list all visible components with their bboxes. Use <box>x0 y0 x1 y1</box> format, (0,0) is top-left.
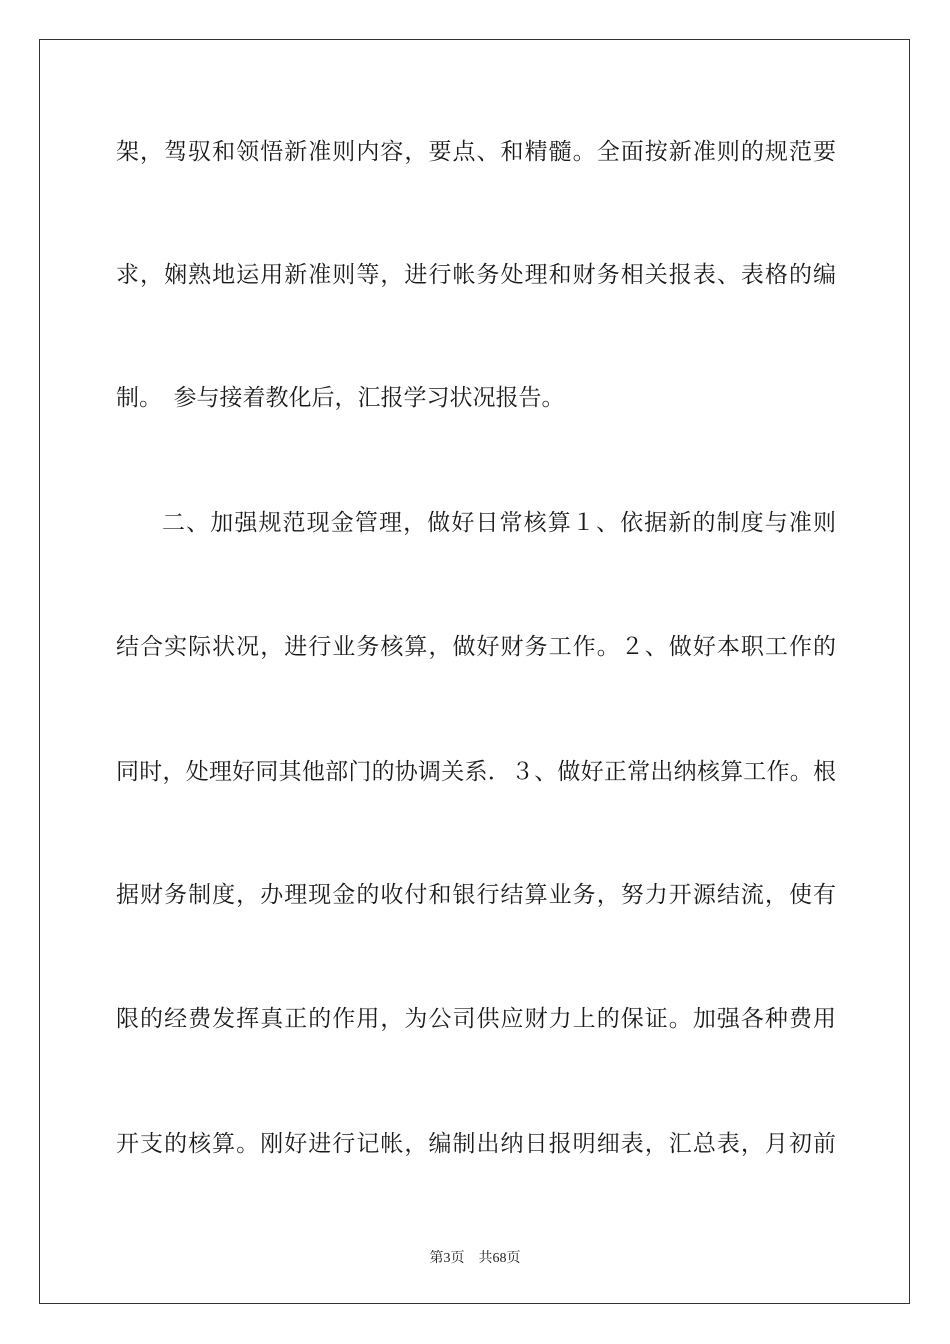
body-text-line: 限的经费发挥真正的作用，为公司供应财力上的保证。加强各种费用 <box>116 1006 836 1032</box>
body-text-line: 同时，处理好同其他部门的协调关系．３、做好正常出纳核算工作。根 <box>116 759 836 785</box>
page-total: 共68页 <box>478 1251 521 1266</box>
page-number: 第3页 <box>429 1251 465 1266</box>
body-text-line: 结合实际状况，进行业务核算，做好财务工作。２、做好本职工作的 <box>116 634 836 660</box>
body-text-line: 制。 参与接着教化后，汇报学习状况报告。 <box>116 385 565 411</box>
body-text-line: 开支的核算。刚好进行记帐，编制出纳日报明细表，汇总表，月初前 <box>116 1131 836 1157</box>
body-text-line: 架，驾驭和领悟新准则内容，要点、和精髓。全面按新准则的规范要 <box>116 139 836 165</box>
page-border <box>39 39 910 1304</box>
body-text-line: 二、加强规范现金管理，做好日常核算１、依据新的制度与准则 <box>162 510 836 536</box>
body-text-line: 求，娴熟地运用新准则等，进行帐务处理和财务相关报表、表格的编 <box>116 262 836 288</box>
page-footer <box>0 1247 950 1267</box>
body-text-line: 据财务制度，办理现金的收付和银行结算业务，努力开源结流，使有 <box>116 882 836 908</box>
